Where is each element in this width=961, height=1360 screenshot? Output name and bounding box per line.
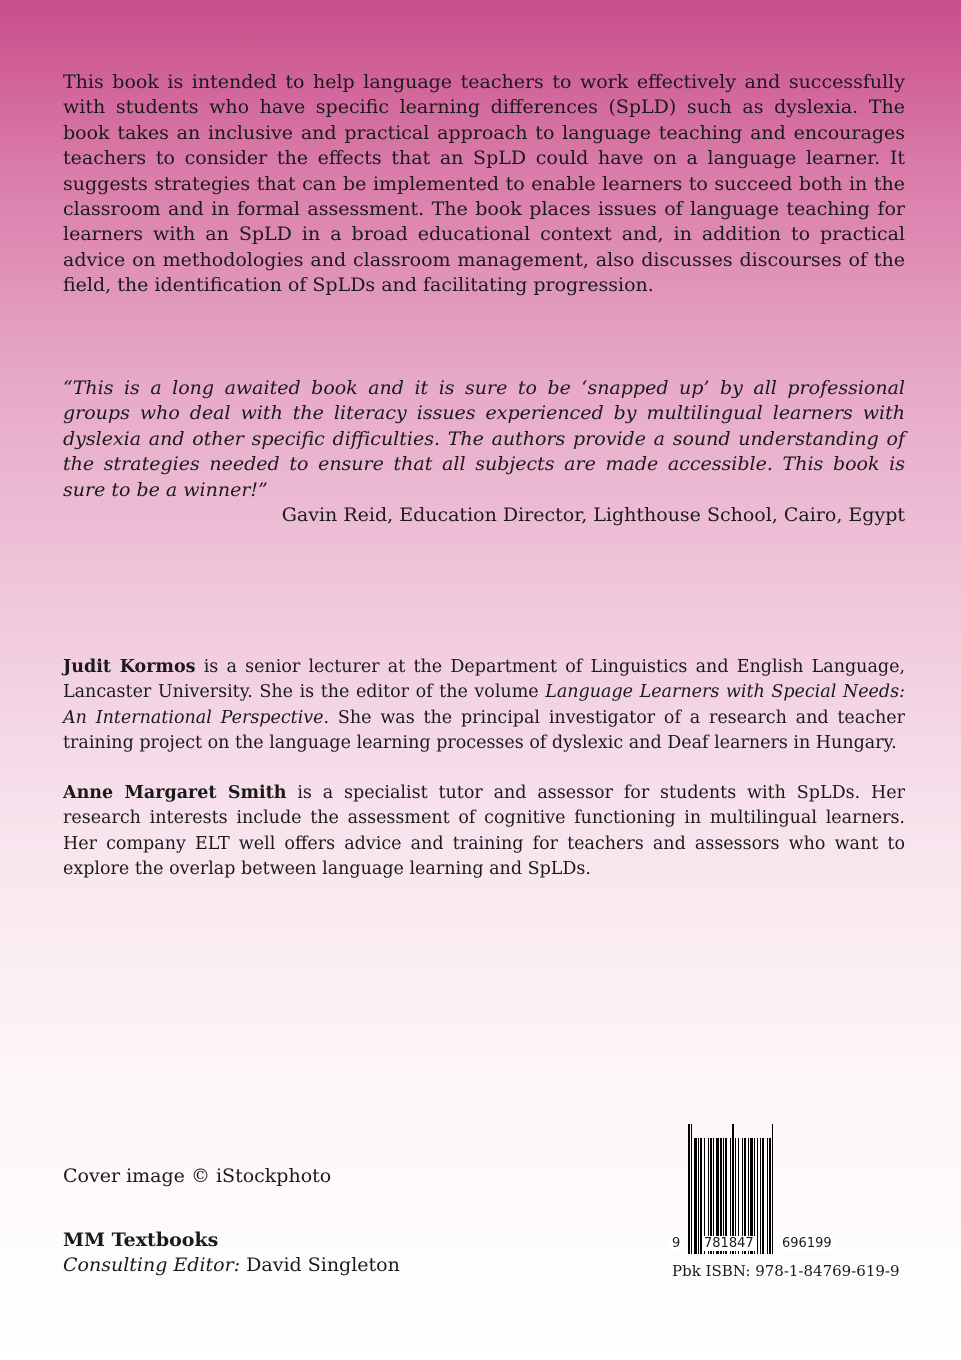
editor-name: David Singleton (240, 1254, 400, 1276)
barcode-bar (757, 1138, 758, 1254)
barcode-bar (698, 1138, 699, 1254)
barcode-bar (732, 1124, 734, 1254)
barcode-bar (694, 1138, 697, 1254)
quote-text: “This is a long awaited book and it is sure to be ‘snapped up’ by all professional groups who deal with the literacy issues experienced by multilingual learners with dyslexia and other specific difficulties. The authors provide a sound understanding of the strategies needed to ensure that all subjects are made accessible. This book is sure to be a winner!” (63, 377, 905, 501)
quote-attribution: Gavin Reid, Education Director, Lighthouse School, Cairo, Egypt (281, 504, 905, 527)
isbn-number: Pbk ISBN: 978-1-84769-619-9 (672, 1262, 900, 1280)
barcode-bar (769, 1138, 771, 1254)
barcode-digit-first: 9 (672, 1236, 681, 1251)
barcode-bar (767, 1138, 768, 1254)
author-name: Judit Kormos (63, 657, 196, 677)
book-title: Language Learners with Special Needs: An International Perspective (63, 682, 905, 728)
barcode-digits-left: 781847 (704, 1236, 754, 1251)
author-bio-smith (63, 781, 905, 883)
barcode-bar (691, 1124, 692, 1254)
barcode-bar (772, 1124, 773, 1254)
barcode-digits-right: 696199 (782, 1236, 832, 1251)
barcode-bar (762, 1138, 764, 1254)
book-description: This book is intended to help language teachers to work effectively and successfully with students who have specific learning differences (SpLD) such as dyslexia. The book takes an inclusive and practical approach to language teaching and encourages teachers to consider the effects that an SpLD could have on a language learner. It suggests strategies that can be implemented to enable learners to succeed both in the classroom and in formal assessment. The book places issues of language teaching for learners with an SpLD in a broad educational context and, in addition to practical advice on methodologies and classroom management, also discusses discourses of the field, the identification of SpLDs and facilitating progression. (63, 71, 905, 297)
series-name: MM Textbooks (63, 1229, 219, 1251)
barcode-bar (688, 1124, 690, 1254)
barcode-bar (760, 1138, 761, 1254)
isbn-barcode (670, 1124, 890, 1254)
author-name: Anne Margaret Smith (63, 783, 287, 803)
editor-role: Consulting Editor: (63, 1254, 241, 1276)
author-bio-kormos (63, 655, 905, 757)
series-info (63, 1228, 400, 1278)
cover-image-credit: Cover image © iStockphoto (63, 1165, 332, 1187)
bio-text: . She was the principal investigator of a research and teacher training project on the language learning processes of dyslexic and Deaf learners in Hungary. (63, 707, 905, 754)
bio-text: is a specialist tutor and assessor for students with SpLDs. Her research interests include the assessment of cognitive functioning in multilingual learners. Her company ELT well offers advice and training for teachers and assessors who want to explore the overlap between language learning and SpLDs. (63, 783, 905, 880)
barcode-bars (688, 1124, 890, 1254)
endorsement-quote (63, 376, 905, 528)
bio-text: is a senior lecturer at the Department of Linguistics and English Language, Lancaster University. She is the editor of the volume (63, 657, 906, 703)
